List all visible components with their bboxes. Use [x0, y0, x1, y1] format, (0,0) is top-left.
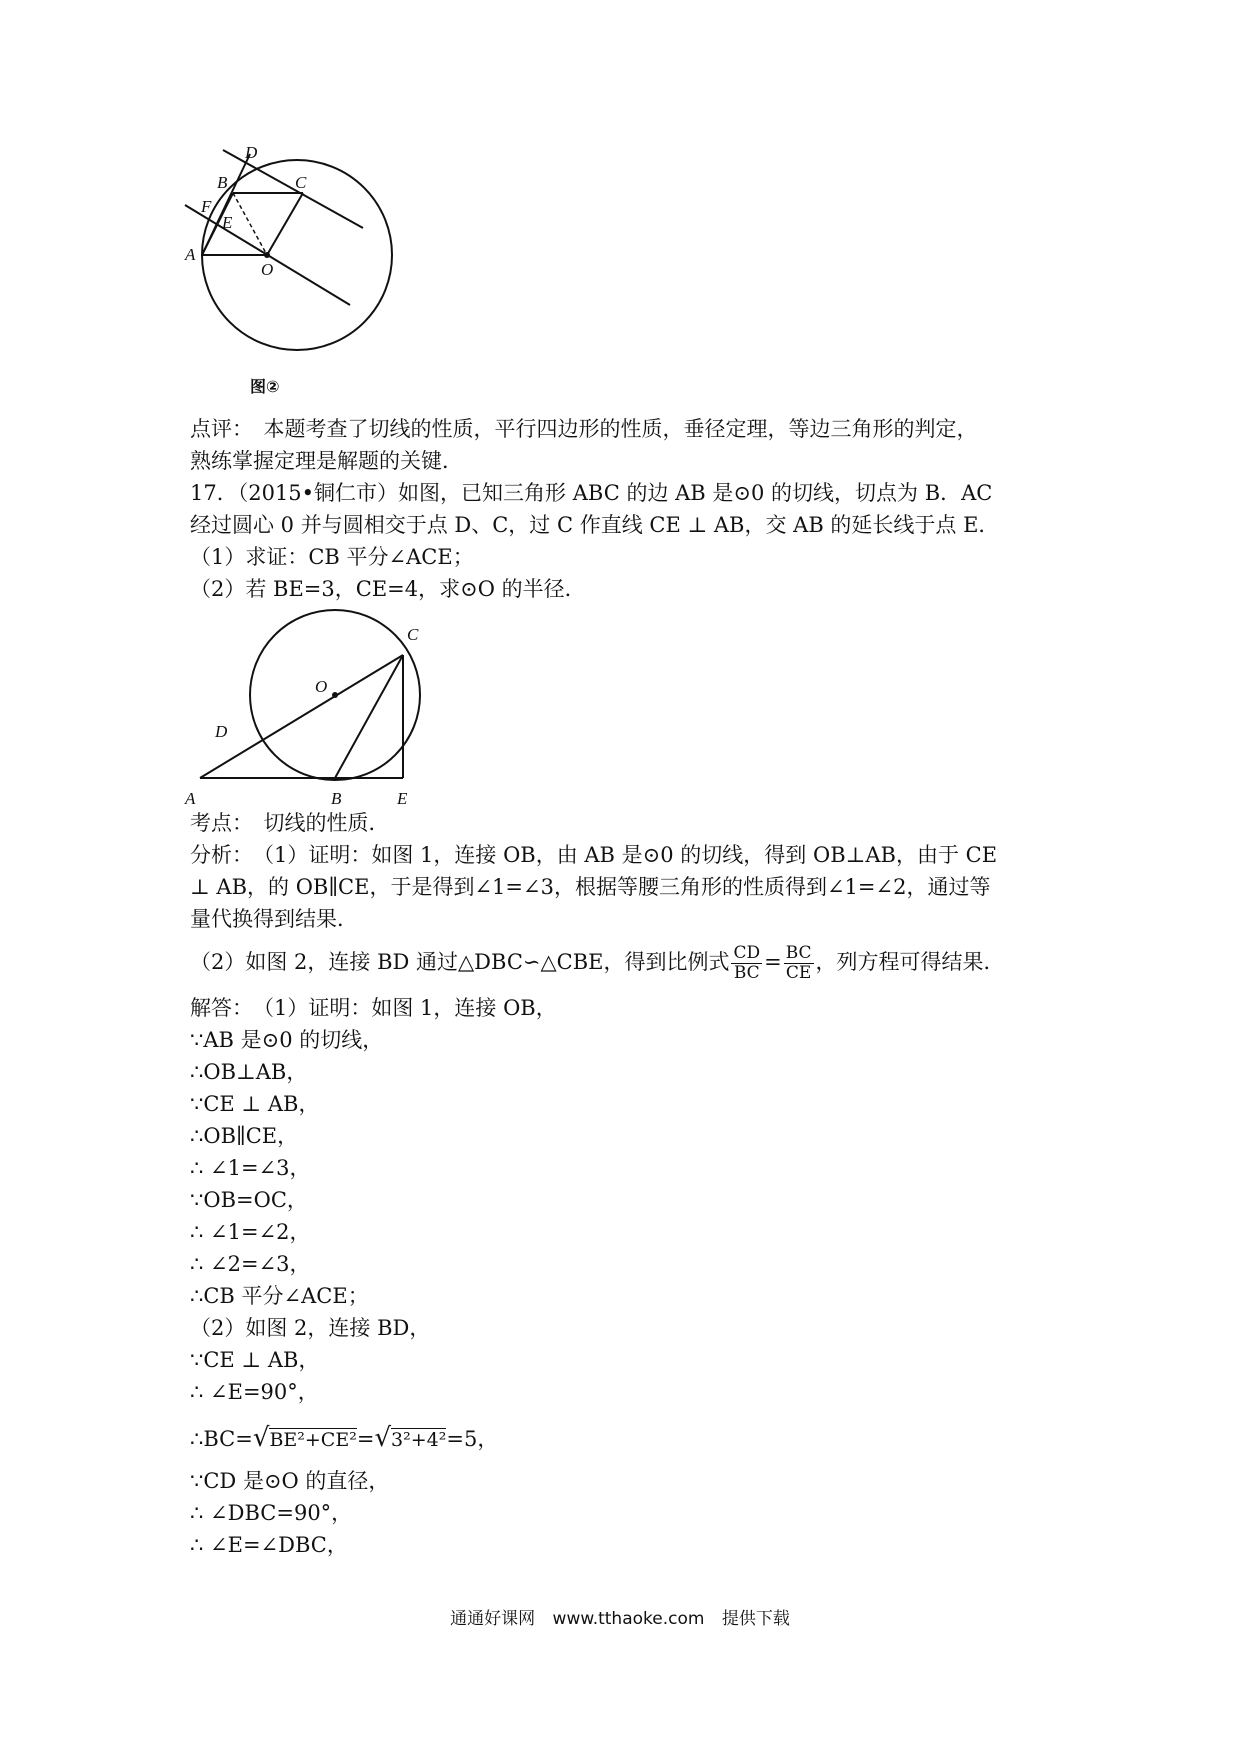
analysis-line-3: 量代换得到结果． — [190, 907, 358, 931]
solution-line-1: 解答： （1）证明：如图 1，连接 OB， — [190, 996, 557, 1020]
label-o2: O — [315, 677, 328, 696]
problem-17-part-2: （2）若 BE=3，CE=4，求⊙O 的半径． — [190, 577, 586, 601]
solution-end-line-2: ∴ ∠DBC=90°， — [190, 1501, 353, 1525]
label-d2: D — [215, 722, 228, 741]
fraction-2-denominator: CE — [785, 963, 812, 983]
fraction-1-numerator: CD — [733, 943, 761, 963]
label-a: A — [185, 245, 196, 264]
knowledge-point: 考点： 切线的性质． — [190, 811, 390, 835]
solution-line-13: ∴ ∠E=90°， — [190, 1380, 319, 1404]
segment-co — [267, 193, 303, 255]
sqrt-suffix: =5， — [446, 1427, 499, 1451]
sqrt-prefix: ∴BC= — [190, 1427, 253, 1451]
center-dot-2 — [332, 692, 338, 698]
solution-line-4: ∵CE ⊥ AB， — [190, 1092, 320, 1116]
analysis-line-1: 分析： （1）证明：如图 1，连接 OB，由 AB 是⊙0 的切线，得到 OB⊥AB，由于 CE — [190, 843, 998, 867]
sqrt-equals: = — [356, 1427, 375, 1451]
fraction-2-numerator: BC — [785, 943, 812, 963]
solution-line-3: ∴OB⊥AB， — [190, 1060, 308, 1084]
problem-17-line-1: 17．（2015•铜仁市）如图，已知三角形 ABC 的边 AB 是⊙0 的切线，切点为 B．AC — [190, 481, 993, 505]
figure-2-diagram — [185, 620, 430, 810]
label-a2: A — [185, 789, 196, 808]
label-b2: B — [331, 789, 342, 808]
comment-line-2: 熟练掌握定理是解题的关键． — [190, 449, 463, 473]
footer-site-name: 通通好课网 — [450, 1609, 536, 1629]
solution-end-line-1: ∵CD 是⊙O 的直径， — [190, 1469, 390, 1493]
footer-url[interactable]: www.tthaoke.com — [552, 1609, 705, 1629]
analysis-line-2: ⊥ AB，的 OB∥CE，于是得到∠1=∠3，根据等腰三角形的性质得到∠1=∠2，通过等 — [190, 875, 991, 899]
label-e: E — [222, 213, 233, 232]
sqrt-sign-2: √ — [374, 1423, 392, 1453]
label-b: B — [217, 173, 228, 192]
sqrt-radicand-2: 3²+4² — [391, 1429, 447, 1451]
problem-17-part-1: （1）求证：CB 平分∠ACE； — [190, 545, 474, 569]
label-c: C — [295, 173, 307, 192]
solution-line-2: ∵AB 是⊙0 的切线， — [190, 1028, 384, 1052]
label-d: D — [245, 143, 258, 162]
comment-line-1: 点评： 本题考查了切线的性质，平行四边形的性质，垂径定理，等边三角形的判定， — [190, 417, 978, 441]
footer-suffix: 提供下载 — [721, 1609, 790, 1629]
problem-17-line-2: 经过圆心 0 并与圆相交于点 D、C，过 C 作直线 CE ⊥ AB，交 AB 的延长线于点 E． — [190, 513, 1000, 537]
solution-line-11: （2）如图 2，连接 BD， — [190, 1316, 431, 1340]
page-footer — [0, 1604, 1240, 1629]
solution-line-5: ∴OB∥CE， — [190, 1124, 299, 1148]
solution-end-line-3: ∴ ∠E=∠DBC， — [190, 1533, 348, 1557]
solution-line-8: ∴ ∠1=∠2， — [190, 1220, 311, 1244]
solution-line-10: ∴CB 平分∠ACE； — [190, 1284, 369, 1308]
label-f: F — [201, 197, 212, 216]
segment-bc — [335, 655, 403, 778]
fraction-1-denominator: BC — [733, 963, 760, 983]
solution-line-9: ∴ ∠2=∠3， — [190, 1252, 311, 1276]
fraction-equals: = — [764, 950, 782, 974]
solution-line-7: ∵OB=OC， — [190, 1188, 308, 1212]
solution-line-12: ∵CE ⊥ AB， — [190, 1348, 320, 1372]
label-o: O — [261, 260, 274, 279]
label-c2: C — [407, 625, 419, 644]
analysis-line-4 — [190, 940, 1005, 984]
figure-1-caption: 图② — [250, 377, 280, 396]
solution-sqrt-line — [190, 1418, 498, 1460]
fraction-cd-bc — [731, 944, 762, 983]
fraction-bc-ce — [784, 944, 814, 983]
center-dot — [264, 252, 270, 258]
analysis-2-prefix: （2）如图 2，连接 BD 通过△DBC∽△CBE，得到比例式 — [190, 950, 730, 974]
label-e2: E — [397, 789, 408, 808]
solution-line-6: ∴ ∠1=∠3， — [190, 1156, 311, 1180]
segment-ac — [200, 655, 403, 778]
sqrt-radicand-1: BE²+CE² — [269, 1429, 357, 1451]
analysis-2-suffix: ，列方程可得结果． — [815, 950, 1005, 974]
tangent-line-dc — [223, 150, 363, 228]
sqrt-sign-1: √ — [252, 1423, 270, 1453]
figure-1-diagram — [185, 143, 425, 410]
dashed-bo — [233, 193, 267, 255]
